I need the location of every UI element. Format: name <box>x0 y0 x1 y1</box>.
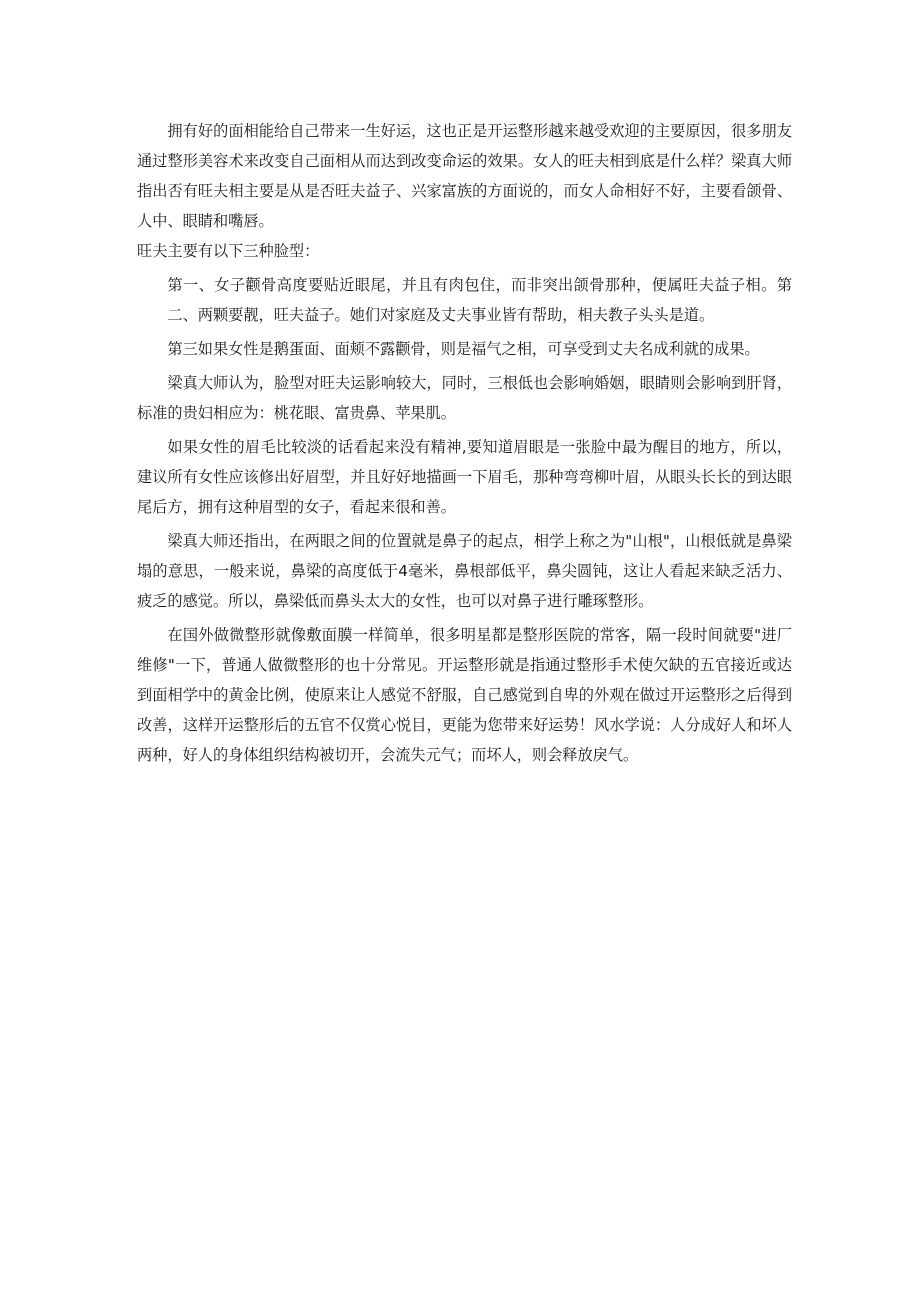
paragraph-eyebrows: 如果女性的眉毛比较淡的话看起来没有精神,要知道眉眼是一张脸中最为醒目的地方，所以，建议所有女性应该修出好眉型，并且好好地描画一下眉毛，那种弯弯柳叶眉，从眼头长长的到达眼尾后方，拥有这种眉型的女子，看起来很和善。 <box>137 438 792 516</box>
paragraph-face-types-heading: 旺夫主要有以下三种脸型： <box>137 242 320 260</box>
paragraph-nose-bridge: 梁真大师还指出，在两眼之间的位置就是鼻子的起点，相学上称之为"山根"，山根低就是鼻梁塌的意思，一般来说，鼻梁的高度低于4毫米，鼻根部低平，鼻尖圆钝，这让人看起来缺乏活力、疲乏的感觉。所以，鼻梁低而鼻头太大的女性，也可以对鼻子进行雕琢整形。 <box>137 532 792 610</box>
paragraph-micro-surgery: 在国外做微整形就像敷面膜一样简单，很多明星都是整形医院的常客，隔一段时间就要"进厂维修"一下，普通人做微整形的也十分常见。开运整形就是指通过整形手术使欠缺的五官接近或达到面相学中的黄金比例，使原来让人感觉不舒服，自己感觉到自卑的外观在做过开运整形之后得到改善，这样开运整形后的五官不仅赏心悦目，更能为您带来好运势！风水学说：人分成好人和坏人两种，好人的身体组织结构被切开，会流失元气；而坏人，则会释放戾气。 <box>137 626 792 764</box>
paragraph-master-view: 梁真大师认为，脸型对旺夫运影响较大，同时，三根低也会影响婚姻，眼睛则会影响到肝肾，标准的贵妇相应为：桃花眼、富贵鼻、苹果肌。 <box>137 374 792 422</box>
document-body <box>137 116 792 770</box>
paragraph-first-second-type: 第一、女子颧骨高度要贴近眼尾，并且有肉包住，而非突出颌骨那种，便属旺夫益子相。第二、两颗要靓，旺夫益子。她们对家庭及丈夫事业皆有帮助，相夫教子头头是道。 <box>167 276 792 324</box>
paragraph-intro: 拥有好的面相能给自己带来一生好运，这也正是开运整形越来越受欢迎的主要原因，很多朋友通过整形美容术来改变自己面相从而达到改变命运的效果。女人的旺夫相到底是什么样？梁真大师指出否有旺夫相主要是从是否旺夫益子、兴家富族的方面说的，而女人命相好不好，主要看颌骨、人中、眼睛和嘴唇。 <box>137 122 792 230</box>
paragraph-third-type: 第三如果女性是鹅蛋面、面颊不露颧骨，则是福气之相，可享受到丈夫名成利就的成果。 <box>167 340 760 358</box>
